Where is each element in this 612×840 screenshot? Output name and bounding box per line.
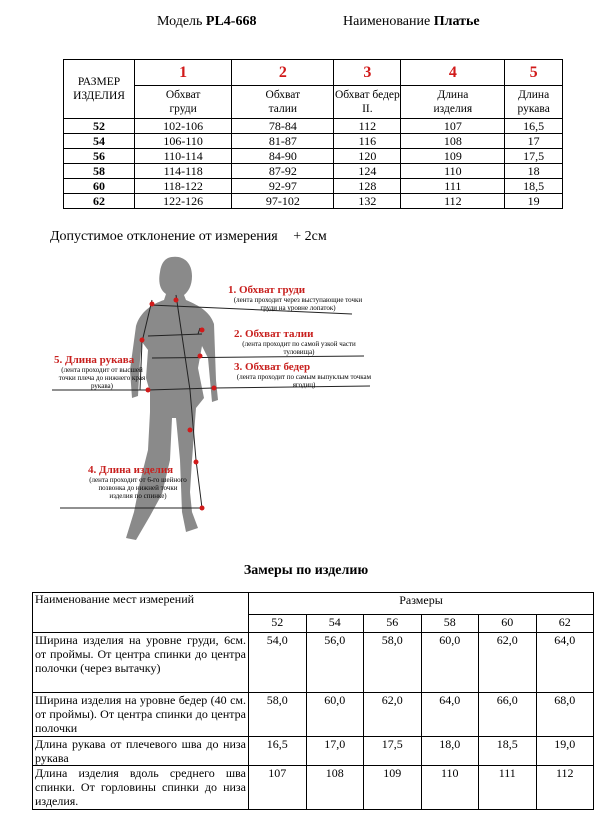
annotation-hips — [234, 361, 374, 389]
measure-value: 111 — [479, 766, 537, 810]
size-column-header: 58 — [421, 615, 479, 633]
value-cell: 114-118 — [135, 164, 232, 179]
value-cell: 18,5 — [505, 179, 563, 194]
table-row — [64, 179, 563, 194]
measure-value: 64,0 — [536, 633, 594, 693]
size-table — [63, 59, 563, 209]
table-row — [64, 134, 563, 149]
table-row — [64, 194, 563, 209]
value-cell: 111 — [401, 179, 505, 194]
value-cell: 120 — [334, 149, 401, 164]
value-cell: 106-110 — [135, 134, 232, 149]
annotation-sleeve-title: 5. Длина рукава — [54, 354, 135, 366]
measure-value: 66,0 — [479, 693, 537, 737]
measure-value: 18,0 — [421, 737, 479, 766]
value-cell: 116 — [334, 134, 401, 149]
value-cell: 118-122 — [135, 179, 232, 194]
col-number: 4 — [401, 60, 505, 86]
table-row — [33, 693, 594, 737]
value-cell: 112 — [334, 119, 401, 134]
measure-label: Длина рукава от плечевого шва до низа рукава — [33, 737, 249, 766]
table-row — [64, 164, 563, 179]
measure-value: 112 — [536, 766, 594, 810]
value-cell: 18 — [505, 164, 563, 179]
name-column-header: Наименование мест измерений — [33, 593, 249, 633]
col-name: Обхват груди — [135, 86, 232, 119]
annotation-length — [88, 464, 188, 500]
size-cell: 54 — [64, 134, 135, 149]
value-cell: 17 — [505, 134, 563, 149]
measure-label: Ширина изделия на уровне груди, 6см. от проймы. От центра спинки до центра полочки (через вытачку) — [33, 633, 249, 693]
measure-value: 18,5 — [479, 737, 537, 766]
value-cell: 128 — [334, 179, 401, 194]
value-cell: 17,5 — [505, 149, 563, 164]
annotation-hips-title: 3. Обхват бедер — [234, 361, 311, 373]
table-row — [64, 149, 563, 164]
measure-value: 60,0 — [306, 693, 364, 737]
measure-value: 56,0 — [306, 633, 364, 693]
annotation-waist — [234, 328, 364, 356]
col-name: Длина изделия — [401, 86, 505, 119]
col-number: 3 — [334, 60, 401, 86]
value-cell: 107 — [401, 119, 505, 134]
value-cell: 84-90 — [232, 149, 334, 164]
annotation-waist-note: (лента проходит по самой узкой части туловища) — [242, 340, 356, 356]
value-cell: 19 — [505, 194, 563, 209]
sizes-header: Размеры — [249, 593, 594, 615]
annotation-sleeve — [54, 354, 150, 390]
measure-value: 107 — [249, 766, 307, 810]
measure-value: 109 — [364, 766, 422, 810]
value-cell: 16,5 — [505, 119, 563, 134]
table-row — [33, 633, 594, 693]
value-cell: 110 — [401, 164, 505, 179]
col-number: 2 — [232, 60, 334, 86]
model-label: Модель — [157, 14, 203, 29]
table-row — [64, 119, 563, 134]
measure-value: 16,5 — [249, 737, 307, 766]
value-cell: 108 — [401, 134, 505, 149]
size-column-header: 60 — [479, 615, 537, 633]
annotation-hips-note: (лента проходит по самым выпуклым точкам ягодиц) — [236, 373, 372, 389]
table-row — [33, 766, 594, 810]
measure-label: Ширина изделия на уровне бедер (40 см. от проймы). От центра спинки до центра полочки — [33, 693, 249, 737]
annotation-sleeve-note: (лента проходит от высшей точки плеча до нижнего края рукава) — [58, 366, 146, 390]
measure-value: 110 — [421, 766, 479, 810]
col-name: Обхват талии — [232, 86, 334, 119]
measure-value: 60,0 — [421, 633, 479, 693]
measure-value: 62,0 — [364, 693, 422, 737]
annotation-chest-title: 1. Обхват груди — [228, 284, 306, 296]
annotation-waist-title: 2. Обхват талии — [234, 328, 314, 340]
value-cell: 109 — [401, 149, 505, 164]
col-number: 1 — [135, 60, 232, 86]
measure-title: Замеры по изделию — [243, 563, 369, 578]
size-cell: 58 — [64, 164, 135, 179]
value-cell: 78-84 — [232, 119, 334, 134]
measure-table — [32, 592, 594, 810]
annotation-length-note: (лента проходит от 6-го шейного позвонка до нижней точки изделия по спинке) — [89, 476, 187, 500]
tolerance-text: Допустимое отклонение от измерения — [50, 229, 278, 244]
measure-value: 68,0 — [536, 693, 594, 737]
size-cell: 52 — [64, 119, 135, 134]
value-cell: 112 — [401, 194, 505, 209]
annotation-chest-note: (лента проходит через выступающие точки груди на уровне лопаток) — [233, 296, 363, 312]
measure-value: 19,0 — [536, 737, 594, 766]
model-value: PL4-668 — [205, 14, 257, 29]
value-cell: 124 — [334, 164, 401, 179]
value-cell: 102-106 — [135, 119, 232, 134]
col-name: Обхват бедер II. — [334, 86, 401, 119]
size-header: РАЗМЕР ИЗДЕЛИЯ — [64, 60, 135, 119]
tolerance-value: + 2см — [293, 229, 327, 244]
name-label: Наименование — [343, 14, 431, 29]
value-cell: 122-126 — [135, 194, 232, 209]
measure-value: 54,0 — [249, 633, 307, 693]
size-column-header: 52 — [249, 615, 307, 633]
size-cell: 60 — [64, 179, 135, 194]
measure-value: 17,0 — [306, 737, 364, 766]
size-cell: 62 — [64, 194, 135, 209]
tolerance-line — [50, 229, 327, 245]
size-column-header: 56 — [364, 615, 422, 633]
measure-label: Длина изделия вдоль среднего шва спинки. От горловины спинки до низа изделия. — [33, 766, 249, 810]
col-name: Длина рукава — [505, 86, 563, 119]
model-header — [157, 14, 256, 30]
value-cell: 81-87 — [232, 134, 334, 149]
value-cell: 132 — [334, 194, 401, 209]
value-cell: 92-97 — [232, 179, 334, 194]
measure-value: 58,0 — [364, 633, 422, 693]
measure-value: 108 — [306, 766, 364, 810]
measure-value: 58,0 — [249, 693, 307, 737]
value-cell: 87-92 — [232, 164, 334, 179]
size-column-header: 54 — [306, 615, 364, 633]
measure-value: 64,0 — [421, 693, 479, 737]
value-cell: 97-102 — [232, 194, 334, 209]
measure-value: 17,5 — [364, 737, 422, 766]
name-value: Платье — [433, 14, 480, 29]
size-column-header: 62 — [536, 615, 594, 633]
name-header — [343, 14, 480, 30]
annotation-length-title: 4. Длина изделия — [88, 464, 174, 476]
size-cell: 56 — [64, 149, 135, 164]
measure-value: 62,0 — [479, 633, 537, 693]
table-row — [33, 737, 594, 766]
value-cell: 110-114 — [135, 149, 232, 164]
annotation-chest — [228, 284, 368, 312]
col-number: 5 — [505, 60, 563, 86]
